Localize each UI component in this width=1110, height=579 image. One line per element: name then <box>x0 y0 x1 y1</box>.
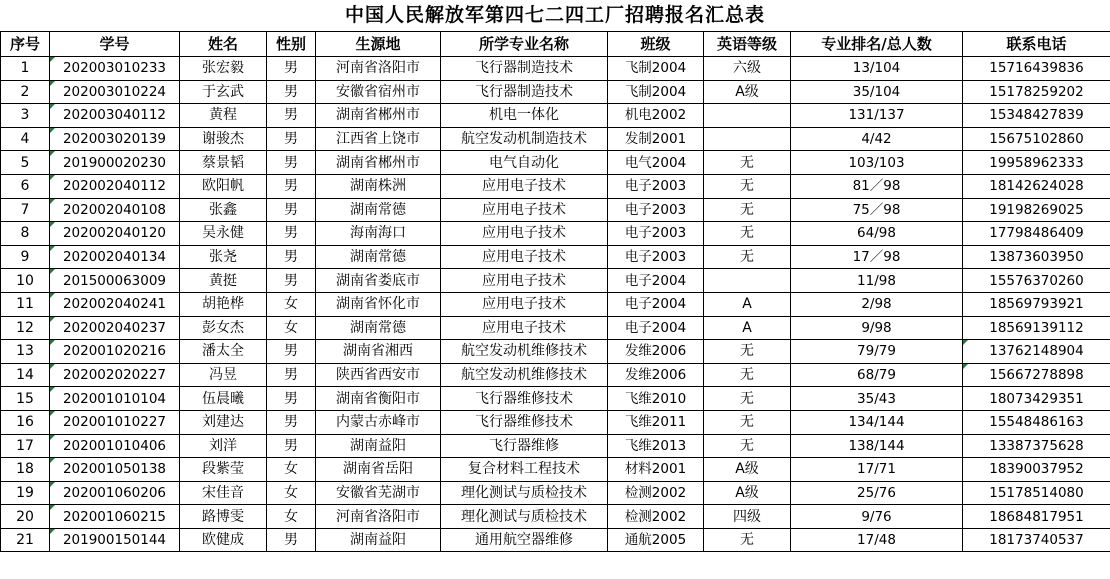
col-origin-cell[interactable]: 安徽省芜湖市 <box>316 481 441 505</box>
table-body <box>1 57 1110 552</box>
col-major-cell[interactable]: 航空发动机维修技术 <box>441 363 608 387</box>
col-gender-cell[interactable]: 男 <box>267 245 316 269</box>
col-class-cell[interactable]: 检测2002 <box>608 481 704 505</box>
col-phone-cell[interactable]: 17798486409 <box>963 222 1110 246</box>
col-english-level-cell[interactable]: 无 <box>704 340 791 364</box>
col-major-rank-cell[interactable]: 9/98 <box>791 316 963 340</box>
col-origin-cell[interactable]: 湖南省怀化市 <box>316 292 441 316</box>
col-major-cell[interactable]: 应用电子技术 <box>441 269 608 293</box>
table-row <box>1 151 1110 175</box>
col-major-cell[interactable]: 复合材料工程技术 <box>441 458 608 482</box>
col-student-id-header[interactable]: 学号 <box>50 32 180 57</box>
col-index-cell[interactable]: 2 <box>1 80 50 104</box>
col-student-id-cell[interactable]: 202002040237 <box>50 316 180 340</box>
col-name-cell[interactable]: 欧阳帆 <box>180 174 267 198</box>
col-english-level-cell[interactable] <box>704 269 791 293</box>
col-name-cell[interactable]: 谢骏杰 <box>180 127 267 151</box>
col-student-id-cell[interactable]: 202002040112 <box>50 174 180 198</box>
col-class-cell[interactable]: 材料2001 <box>608 458 704 482</box>
col-major-rank-cell[interactable]: 17/71 <box>791 458 963 482</box>
table-row <box>1 458 1110 482</box>
col-origin-cell[interactable]: 湖南省娄底市 <box>316 269 441 293</box>
col-class-cell[interactable]: 电子2004 <box>608 316 704 340</box>
col-major-rank-cell[interactable]: 13/104 <box>791 57 963 81</box>
col-english-level-cell[interactable]: A级 <box>704 481 791 505</box>
col-english-level-cell[interactable]: 六级 <box>704 57 791 81</box>
col-origin-cell[interactable]: 海南海口 <box>316 222 441 246</box>
col-major-rank-cell[interactable]: 25/76 <box>791 481 963 505</box>
table-row <box>1 57 1110 81</box>
col-student-id-cell[interactable]: 202001010104 <box>50 387 180 411</box>
col-name-cell[interactable]: 潘太全 <box>180 340 267 364</box>
col-class-cell[interactable]: 发维2006 <box>608 363 704 387</box>
col-origin-cell[interactable]: 湖南省郴州市 <box>316 104 441 128</box>
col-gender-cell[interactable]: 男 <box>267 387 316 411</box>
col-student-id-cell[interactable]: 202002020227 <box>50 363 180 387</box>
col-index-cell[interactable]: 21 <box>1 528 50 552</box>
col-major-rank-cell[interactable]: 68/79 <box>791 363 963 387</box>
col-english-level-cell[interactable]: 无 <box>704 434 791 458</box>
col-english-level-cell[interactable]: 无 <box>704 410 791 434</box>
col-english-level-cell[interactable]: 无 <box>704 363 791 387</box>
col-name-cell[interactable]: 黄程 <box>180 104 267 128</box>
col-origin-cell[interactable]: 湖南省岳阳 <box>316 458 441 482</box>
col-origin-cell[interactable]: 湖南省郴州市 <box>316 151 441 175</box>
table-row <box>1 104 1110 128</box>
col-english-level-cell[interactable]: 四级 <box>704 505 791 529</box>
col-major-cell[interactable]: 应用电子技术 <box>441 316 608 340</box>
col-major-cell[interactable]: 电气自动化 <box>441 151 608 175</box>
col-index-cell[interactable]: 5 <box>1 151 50 175</box>
col-major-cell[interactable]: 飞行器维修 <box>441 434 608 458</box>
col-major-cell[interactable]: 应用电子技术 <box>441 174 608 198</box>
col-index-cell[interactable]: 13 <box>1 340 50 364</box>
col-class-cell[interactable]: 飞制2004 <box>608 57 704 81</box>
col-index-cell[interactable]: 10 <box>1 269 50 293</box>
col-major-rank-cell[interactable]: 103/103 <box>791 151 963 175</box>
col-major-rank-cell[interactable]: 134/144 <box>791 410 963 434</box>
col-major-rank-cell[interactable]: 81／98 <box>791 174 963 198</box>
col-phone-cell[interactable]: 15675102860 <box>963 127 1110 151</box>
col-class-cell[interactable]: 机电2002 <box>608 104 704 128</box>
col-name-cell[interactable]: 张尧 <box>180 245 267 269</box>
col-origin-cell[interactable]: 陕西省西安市 <box>316 363 441 387</box>
col-student-id-cell[interactable]: 202002040108 <box>50 198 180 222</box>
col-name-cell[interactable]: 冯昱 <box>180 363 267 387</box>
col-name-header[interactable]: 姓名 <box>180 32 267 57</box>
col-english-level-cell[interactable]: 无 <box>704 245 791 269</box>
col-major-rank-cell[interactable]: 75／98 <box>791 198 963 222</box>
col-phone-cell[interactable]: 13387375628 <box>963 434 1110 458</box>
col-class-cell[interactable]: 通航2005 <box>608 528 704 552</box>
col-student-id-cell[interactable]: 202001010406 <box>50 434 180 458</box>
table-row <box>1 269 1110 293</box>
col-english-level-cell[interactable] <box>704 127 791 151</box>
table-row <box>1 363 1110 387</box>
col-major-rank-cell[interactable]: 79/79 <box>791 340 963 364</box>
col-origin-cell[interactable]: 湖南益阳 <box>316 528 441 552</box>
col-major-cell[interactable]: 飞行器维修技术 <box>441 410 608 434</box>
col-english-level-cell[interactable]: A <box>704 316 791 340</box>
col-index-cell[interactable]: 20 <box>1 505 50 529</box>
col-origin-cell[interactable]: 湖南常德 <box>316 316 441 340</box>
col-student-id-cell[interactable]: 202001060215 <box>50 505 180 529</box>
col-gender-cell[interactable]: 女 <box>267 292 316 316</box>
col-major-rank-cell[interactable]: 4/42 <box>791 127 963 151</box>
col-class-header[interactable]: 班级 <box>608 32 704 57</box>
table-row <box>1 410 1110 434</box>
col-english-level-header[interactable]: 英语等级 <box>704 32 791 57</box>
col-class-cell[interactable]: 电子2004 <box>608 269 704 293</box>
col-phone-cell[interactable]: 18684817951 <box>963 505 1110 529</box>
col-name-cell[interactable]: 彭女杰 <box>180 316 267 340</box>
table-row <box>1 222 1110 246</box>
col-english-level-cell[interactable]: A <box>704 292 791 316</box>
col-phone-cell[interactable]: 18173740537 <box>963 528 1110 552</box>
col-class-cell[interactable]: 电子2003 <box>608 222 704 246</box>
col-name-cell[interactable]: 张鑫 <box>180 198 267 222</box>
col-name-cell[interactable]: 伍晨曦 <box>180 387 267 411</box>
col-class-cell[interactable]: 飞维2011 <box>608 410 704 434</box>
col-index-cell[interactable]: 16 <box>1 410 50 434</box>
col-english-level-cell[interactable]: A级 <box>704 80 791 104</box>
col-index-cell[interactable]: 9 <box>1 245 50 269</box>
col-gender-cell[interactable]: 男 <box>267 434 316 458</box>
col-origin-cell[interactable]: 湖南株洲 <box>316 174 441 198</box>
col-major-rank-cell[interactable]: 9/76 <box>791 505 963 529</box>
col-student-id-cell[interactable]: 202003010224 <box>50 80 180 104</box>
col-name-cell[interactable]: 欧健成 <box>180 528 267 552</box>
col-phone-cell[interactable]: 15667278898 <box>963 363 1110 387</box>
col-gender-cell[interactable]: 女 <box>267 316 316 340</box>
col-name-cell[interactable]: 吴永健 <box>180 222 267 246</box>
col-class-cell[interactable]: 电子2004 <box>608 292 704 316</box>
col-class-cell[interactable]: 电子2003 <box>608 198 704 222</box>
col-name-cell[interactable]: 刘洋 <box>180 434 267 458</box>
col-english-level-cell[interactable]: 无 <box>704 198 791 222</box>
col-origin-cell[interactable]: 湖南益阳 <box>316 434 441 458</box>
col-major-cell[interactable]: 应用电子技术 <box>441 222 608 246</box>
table-row <box>1 505 1110 529</box>
col-major-rank-cell[interactable]: 131/137 <box>791 104 963 128</box>
col-index-cell[interactable]: 1 <box>1 57 50 81</box>
col-origin-cell[interactable]: 河南省洛阳市 <box>316 57 441 81</box>
col-student-id-cell[interactable]: 202001060206 <box>50 481 180 505</box>
col-index-cell[interactable]: 15 <box>1 387 50 411</box>
col-major-cell[interactable]: 航空发动机维修技术 <box>441 340 608 364</box>
col-gender-cell[interactable]: 男 <box>267 80 316 104</box>
col-major-cell[interactable]: 应用电子技术 <box>441 245 608 269</box>
col-name-cell[interactable]: 张宏毅 <box>180 57 267 81</box>
col-name-cell[interactable]: 刘建达 <box>180 410 267 434</box>
table-row <box>1 174 1110 198</box>
col-major-cell[interactable]: 飞行器制造技术 <box>441 57 608 81</box>
col-english-level-cell[interactable]: 无 <box>704 151 791 175</box>
col-gender-cell[interactable]: 男 <box>267 222 316 246</box>
col-class-cell[interactable]: 飞制2004 <box>608 80 704 104</box>
col-major-rank-cell[interactable]: 35/104 <box>791 80 963 104</box>
col-major-cell[interactable]: 飞行器制造技术 <box>441 80 608 104</box>
col-gender-cell[interactable]: 女 <box>267 505 316 529</box>
col-gender-cell[interactable]: 男 <box>267 269 316 293</box>
col-class-cell[interactable]: 飞维2010 <box>608 387 704 411</box>
col-phone-cell[interactable]: 15716439836 <box>963 57 1110 81</box>
header-row <box>1 32 1110 57</box>
col-origin-cell[interactable]: 湖南省湘西 <box>316 340 441 364</box>
col-phone-cell[interactable]: 15348427839 <box>963 104 1110 128</box>
table-row <box>1 528 1110 552</box>
table-row <box>1 127 1110 151</box>
col-phone-cell[interactable]: 13762148904 <box>963 340 1110 364</box>
col-gender-cell[interactable]: 男 <box>267 363 316 387</box>
col-english-level-cell[interactable]: 无 <box>704 174 791 198</box>
col-class-cell[interactable]: 电子2003 <box>608 245 704 269</box>
col-phone-cell[interactable]: 18142624028 <box>963 174 1110 198</box>
col-phone-cell[interactable]: 18390037952 <box>963 458 1110 482</box>
col-origin-cell[interactable]: 湖南常德 <box>316 245 441 269</box>
col-gender-cell[interactable]: 男 <box>267 410 316 434</box>
col-major-rank-header[interactable]: 专业排名/总人数 <box>791 32 963 57</box>
col-name-cell[interactable]: 胡艳桦 <box>180 292 267 316</box>
col-class-cell[interactable]: 发维2006 <box>608 340 704 364</box>
col-major-cell[interactable]: 通用航空器维修 <box>441 528 608 552</box>
col-index-cell[interactable]: 17 <box>1 434 50 458</box>
col-student-id-cell[interactable]: 202003010233 <box>50 57 180 81</box>
col-index-cell[interactable]: 6 <box>1 174 50 198</box>
table-row <box>1 316 1110 340</box>
table-row <box>1 387 1110 411</box>
col-major-cell[interactable]: 理化测试与质检技术 <box>441 481 608 505</box>
col-phone-cell[interactable]: 15178514080 <box>963 481 1110 505</box>
col-student-id-cell[interactable]: 201900150144 <box>50 528 180 552</box>
col-phone-cell[interactable]: 19958962333 <box>963 151 1110 175</box>
col-gender-cell[interactable]: 男 <box>267 528 316 552</box>
col-english-level-cell[interactable]: A级 <box>704 458 791 482</box>
col-major-rank-cell[interactable]: 2/98 <box>791 292 963 316</box>
table-row <box>1 481 1110 505</box>
col-english-level-cell[interactable]: 无 <box>704 222 791 246</box>
col-student-id-cell[interactable]: 202002040120 <box>50 222 180 246</box>
col-phone-cell[interactable]: 15178259202 <box>963 80 1110 104</box>
col-origin-cell[interactable]: 河南省洛阳市 <box>316 505 441 529</box>
col-origin-cell[interactable]: 安徽省宿州市 <box>316 80 441 104</box>
col-phone-cell[interactable]: 13873603950 <box>963 245 1110 269</box>
col-class-cell[interactable]: 发制2001 <box>608 127 704 151</box>
col-gender-cell[interactable]: 男 <box>267 127 316 151</box>
col-index-cell[interactable]: 12 <box>1 316 50 340</box>
sheet-title: 中国人民解放军第四七二四工厂招聘报名汇总表 <box>344 4 765 26</box>
col-index-cell[interactable]: 8 <box>1 222 50 246</box>
col-student-id-cell[interactable]: 201900020230 <box>50 151 180 175</box>
col-major-rank-cell[interactable]: 17/48 <box>791 528 963 552</box>
col-major-cell[interactable]: 应用电子技术 <box>441 292 608 316</box>
col-student-id-cell[interactable]: 202001020216 <box>50 340 180 364</box>
col-major-cell[interactable]: 航空发动机制造技术 <box>441 127 608 151</box>
col-origin-cell[interactable]: 江西省上饶市 <box>316 127 441 151</box>
table-row <box>1 80 1110 104</box>
col-major-rank-cell[interactable]: 138/144 <box>791 434 963 458</box>
table-row <box>1 340 1110 364</box>
col-name-cell[interactable]: 于玄武 <box>180 80 267 104</box>
col-major-rank-cell[interactable]: 11/98 <box>791 269 963 293</box>
col-major-rank-cell[interactable]: 17／98 <box>791 245 963 269</box>
col-origin-cell[interactable]: 湖南省衡阳市 <box>316 387 441 411</box>
col-class-cell[interactable]: 飞维2013 <box>608 434 704 458</box>
col-gender-header[interactable]: 性别 <box>267 32 316 57</box>
col-class-cell[interactable]: 电气2004 <box>608 151 704 175</box>
col-major-cell[interactable]: 机电一体化 <box>441 104 608 128</box>
table-row <box>1 434 1110 458</box>
col-index-cell[interactable]: 3 <box>1 104 50 128</box>
col-student-id-cell[interactable]: 202001050138 <box>50 458 180 482</box>
col-student-id-cell[interactable]: 202002040241 <box>50 292 180 316</box>
col-name-cell[interactable]: 黄挺 <box>180 269 267 293</box>
col-major-cell[interactable]: 理化测试与质检技术 <box>441 505 608 529</box>
col-phone-cell[interactable]: 18073429351 <box>963 387 1110 411</box>
col-major-rank-cell[interactable]: 35/43 <box>791 387 963 411</box>
col-gender-cell[interactable]: 男 <box>267 57 316 81</box>
col-name-cell[interactable]: 宋佳音 <box>180 481 267 505</box>
col-gender-cell[interactable]: 男 <box>267 104 316 128</box>
col-index-cell[interactable]: 14 <box>1 363 50 387</box>
col-gender-cell[interactable]: 男 <box>267 174 316 198</box>
col-phone-cell[interactable]: 15576370260 <box>963 269 1110 293</box>
table-row <box>1 292 1110 316</box>
col-major-rank-cell[interactable]: 64/98 <box>791 222 963 246</box>
col-english-level-cell[interactable]: 无 <box>704 387 791 411</box>
col-index-header[interactable]: 序号 <box>1 32 50 57</box>
col-phone-cell[interactable]: 18569793921 <box>963 292 1110 316</box>
col-major-cell[interactable]: 飞行器维修技术 <box>441 387 608 411</box>
col-index-cell[interactable]: 19 <box>1 481 50 505</box>
col-student-id-cell[interactable]: 202003020139 <box>50 127 180 151</box>
col-major-cell[interactable]: 应用电子技术 <box>441 198 608 222</box>
col-class-cell[interactable]: 检测2002 <box>608 505 704 529</box>
applicant-table <box>0 31 1110 552</box>
col-english-level-cell[interactable]: 无 <box>704 528 791 552</box>
col-student-id-cell[interactable]: 202002040134 <box>50 245 180 269</box>
col-major-header[interactable]: 所学专业名称 <box>441 32 608 57</box>
col-origin-cell[interactable]: 内蒙古赤峰市 <box>316 410 441 434</box>
col-gender-cell[interactable]: 男 <box>267 340 316 364</box>
col-name-cell[interactable]: 段紫莹 <box>180 458 267 482</box>
col-gender-cell[interactable]: 女 <box>267 481 316 505</box>
col-class-cell[interactable]: 电子2003 <box>608 174 704 198</box>
col-gender-cell[interactable]: 男 <box>267 198 316 222</box>
table-row <box>1 198 1110 222</box>
col-english-level-cell[interactable] <box>704 104 791 128</box>
col-origin-cell[interactable]: 湖南常德 <box>316 198 441 222</box>
col-origin-header[interactable]: 生源地 <box>316 32 441 57</box>
col-name-cell[interactable]: 路博雯 <box>180 505 267 529</box>
col-gender-cell[interactable]: 女 <box>267 458 316 482</box>
col-student-id-cell[interactable]: 202001010227 <box>50 410 180 434</box>
col-index-cell[interactable]: 18 <box>1 458 50 482</box>
col-gender-cell[interactable]: 男 <box>267 151 316 175</box>
col-index-cell[interactable]: 7 <box>1 198 50 222</box>
col-phone-cell[interactable]: 15548486163 <box>963 410 1110 434</box>
col-index-cell[interactable]: 4 <box>1 127 50 151</box>
col-phone-header[interactable]: 联系电话 <box>963 32 1110 57</box>
col-phone-cell[interactable]: 18569139112 <box>963 316 1110 340</box>
col-student-id-cell[interactable]: 202003040112 <box>50 104 180 128</box>
col-name-cell[interactable]: 蔡景韬 <box>180 151 267 175</box>
col-index-cell[interactable]: 11 <box>1 292 50 316</box>
table-row <box>1 245 1110 269</box>
col-phone-cell[interactable]: 19198269025 <box>963 198 1110 222</box>
col-student-id-cell[interactable]: 201500063009 <box>50 269 180 293</box>
